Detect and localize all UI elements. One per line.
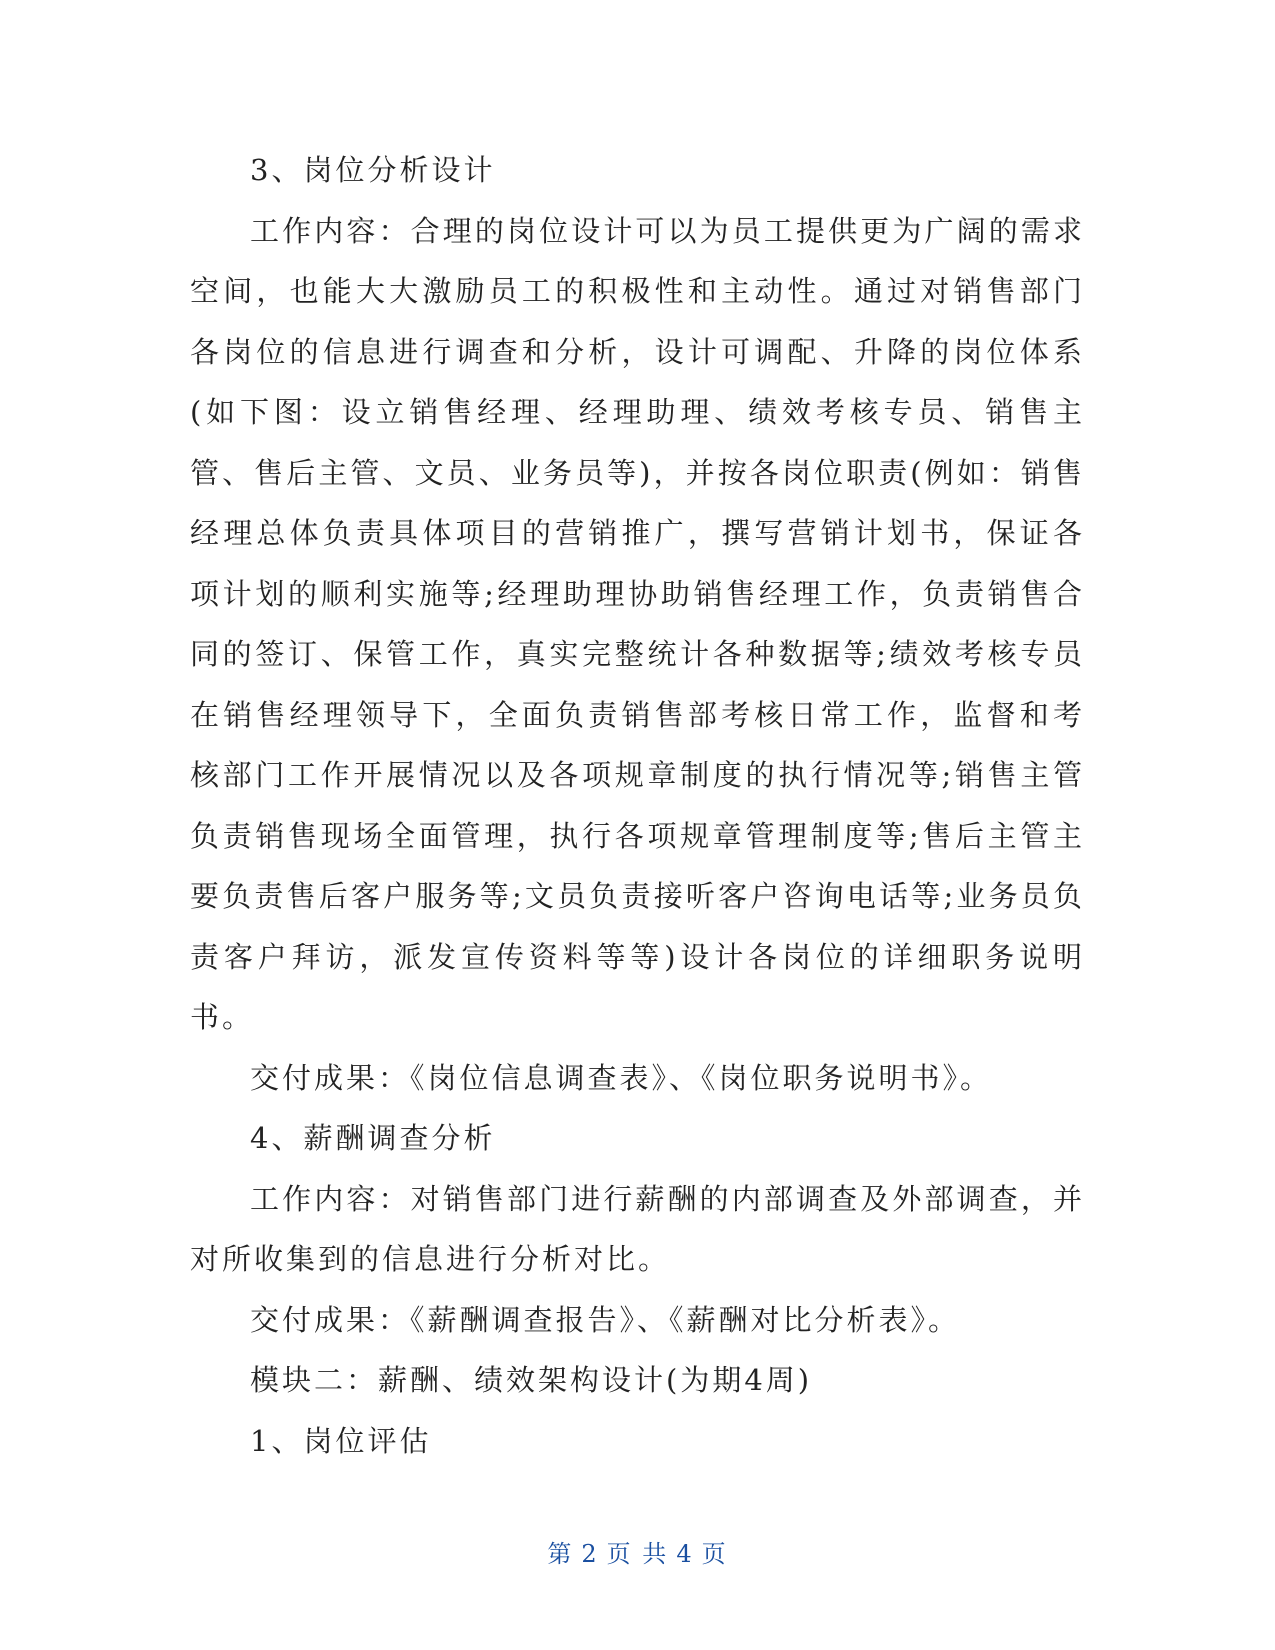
- footer-label-page: 第: [547, 1540, 574, 1568]
- deliverables-paragraph: 交付成果：《薪酬调查报告》、《薪酬对比分析表》。: [250, 1302, 961, 1337]
- total-pages-number: 4: [676, 1540, 694, 1568]
- deliverables-paragraph: 交付成果：《岗位信息调查表》、《岗位职务说明书》。: [250, 1060, 993, 1095]
- document-body: [190, 140, 1085, 1471]
- footer-label-pages: 页: [701, 1540, 728, 1568]
- current-page-number: 2: [581, 1540, 599, 1568]
- footer-label-of: 页 共: [606, 1540, 669, 1568]
- section-heading-job-evaluation: 1、岗位评估: [250, 1423, 432, 1458]
- section-heading-salary-survey: 4、薪酬调查分析: [250, 1121, 496, 1155]
- module-heading: 模块二：薪酬、绩效架构设计(为期4周): [250, 1363, 813, 1397]
- work-content-paragraph: 工作内容：合理的岗位设计可以为员工提供更为广阔的需求空间，也能大大激励员工的积极性和主动性。通过对销售部门各岗位的信息进行调查和分析，设计可调配、升降的岗位体系(如下图：设立销售经理、经理助理、绩效考核专员、销售主管、售后主管、文员、业务员等)，并按各岗位职责(例如：销售经理总体负责具体项目的营销推广，撰写营销计划书，保证各项计划的顺利实施等;经理助理协助销售经理工作，负责销售合同的签订、保管工作，真实完整统计各种数据等;绩效考核专员在销售经理领导下，全面负责销售部考核日常工作，监督和考核部门工作开展情况以及各项规章制度的执行情况等;销售主管负责销售现场全面管理，执行各项规章管理制度等;售后主管主要负责售后客户服务等;文员负责接听客户咨询电话等;业务员负责客户拜访，派发宣传资料等等)设计各岗位的详细职务说明书。: [190, 213, 1085, 1034]
- page-footer: [0, 1534, 1275, 1569]
- work-content-paragraph: 工作内容：对销售部门进行薪酬的内部调查及外部调查，并对所收集到的信息进行分析对比。: [190, 1181, 1085, 1276]
- section-heading-job-analysis: 3、岗位分析设计: [250, 153, 496, 187]
